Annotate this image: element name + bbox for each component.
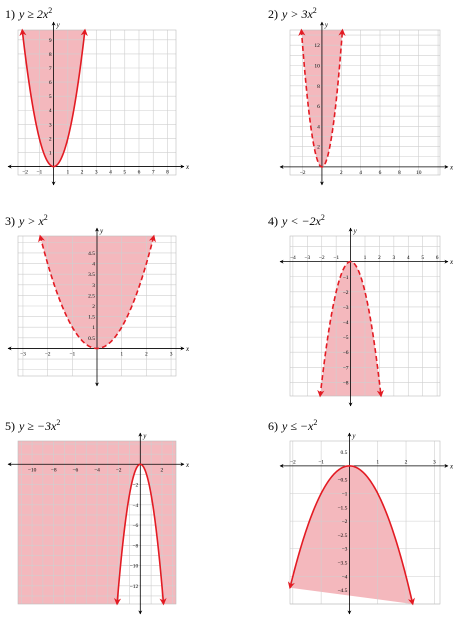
problem-2-number: 2): [268, 7, 278, 21]
y-tick-label: 0.5: [88, 335, 95, 342]
x-tick-label: 3: [432, 459, 436, 466]
graph-2: [280, 21, 454, 185]
x-axis-label: x: [186, 163, 190, 172]
x-tick-label: 4: [359, 169, 363, 176]
y-tick-label: −4: [132, 502, 139, 509]
y-tick-label: −2: [341, 519, 348, 526]
x-tick-label: 2: [404, 459, 408, 466]
problem-6-number: 6): [268, 419, 278, 433]
y-tick-label: 4.5: [88, 250, 95, 257]
x-tick-label: 6: [137, 169, 141, 176]
problem-4-inequality: $y < -2x^2$: [282, 213, 325, 228]
x-axis-label: x: [450, 258, 454, 267]
x-tick-label: 4: [109, 169, 112, 176]
y-tick-label: 1.5: [88, 314, 95, 321]
problem-4-number: 4): [268, 214, 278, 228]
y-tick-label: −8: [342, 380, 349, 387]
y-tick-label: 8: [317, 83, 320, 90]
y-tick-label: 2: [48, 136, 52, 143]
y-axis-label: y: [100, 227, 104, 235]
y-axis-label: y: [324, 21, 329, 29]
y-tick-label: 12: [314, 43, 320, 50]
graph-6: [280, 432, 454, 614]
x-tick-label: 2: [80, 169, 84, 176]
problem-1-inequality: $y \ge 2x^2$: [19, 6, 53, 21]
x-axis-label: x: [450, 163, 454, 172]
y-tick-label: 6: [317, 104, 320, 111]
x-tick-label: 2: [378, 255, 381, 262]
x-axis-label: x: [186, 460, 190, 469]
graph-5: [8, 432, 190, 614]
y-tick-label: −8: [132, 543, 139, 550]
y-tick-label: 2: [92, 304, 95, 310]
y-tick-label: 3.5: [88, 272, 95, 279]
x-tick-label: −3: [304, 255, 311, 262]
x-tick-label: 3: [392, 255, 396, 262]
x-axis-label: x: [186, 344, 190, 353]
y-tick-label: 7: [48, 66, 52, 73]
x-tick-label: −10: [27, 467, 37, 474]
y-tick-label: 3: [48, 122, 52, 129]
y-tick-label: −4: [341, 574, 348, 581]
y-tick-label: −12: [129, 583, 139, 590]
y-tick-label: 1: [92, 325, 95, 332]
x-tick-label: −1: [36, 169, 43, 176]
x-tick-label: −3: [20, 351, 26, 358]
y-tick-label: 1: [48, 150, 52, 157]
x-tick-label: 8: [397, 169, 401, 176]
x-tick-label: 1: [120, 351, 124, 358]
y-tick-label: −1: [341, 491, 348, 498]
y-tick-label: −1.5: [337, 505, 348, 512]
problem-2-inequality: $y > 3x^2$: [282, 6, 317, 21]
y-tick-label: 4: [92, 261, 95, 268]
y-tick-label: −5: [342, 335, 349, 342]
y-tick-label: −0.5: [337, 477, 348, 484]
y-tick-label: 8: [48, 51, 52, 58]
x-tick-label: −2: [318, 255, 325, 262]
x-tick-label: 8: [166, 169, 169, 176]
x-tick-label: −8: [50, 467, 57, 474]
x-tick-label: 1: [376, 459, 380, 466]
x-tick-label: 2: [160, 467, 164, 474]
y-tick-label: −4: [342, 320, 349, 327]
x-tick-label: 10: [415, 169, 422, 176]
y-tick-label: 2.5: [88, 293, 95, 300]
y-tick-label: −2: [342, 289, 349, 296]
y-tick-label: 5: [48, 94, 52, 101]
x-tick-label: −1: [318, 459, 325, 466]
x-tick-label: 1: [66, 169, 70, 176]
x-tick-label: 4: [406, 255, 410, 262]
x-tick-label: 5: [421, 255, 425, 262]
x-tick-label: −6: [72, 467, 79, 474]
x-tick-label: −2: [22, 169, 29, 176]
x-tick-label: 3: [169, 351, 173, 358]
x-tick-label: 6: [378, 169, 382, 176]
y-tick-label: 10: [314, 63, 320, 70]
problem-5-number: 5): [5, 419, 15, 433]
problem-3-inequality: $y > x^2$: [19, 213, 48, 228]
x-tick-label: 2: [339, 169, 343, 176]
graph-3: [8, 227, 190, 386]
x-tick-label: 2: [145, 351, 148, 358]
y-tick-label: 2: [317, 144, 320, 151]
y-tick-label: −3: [341, 546, 348, 553]
y-axis-label: y: [143, 432, 147, 440]
y-tick-label: 4: [48, 108, 52, 115]
y-axis-label: y: [353, 227, 357, 235]
x-tick-label: 6: [435, 255, 439, 262]
y-tick-label: −2: [132, 482, 139, 489]
x-tick-label: −2: [299, 169, 306, 176]
x-tick-label: −1: [333, 255, 340, 262]
x-axis-label: x: [450, 462, 454, 471]
x-tick-label: 7: [151, 169, 155, 176]
y-tick-label: −4.5: [337, 588, 348, 595]
y-tick-label: 0.5: [340, 450, 348, 457]
y-tick-label: −3: [342, 304, 349, 311]
x-tick-label: 1: [363, 255, 367, 262]
problem-1-number: 1): [5, 7, 15, 21]
y-axis-label: y: [352, 432, 356, 440]
x-tick-label: −4: [94, 467, 100, 474]
x-tick-label: 5: [123, 169, 127, 176]
x-tick-label: −4: [289, 255, 296, 262]
problem-3-number: 3): [5, 214, 15, 228]
problem-5-inequality: $y \ge -3x^2$: [19, 418, 61, 433]
graph-4: [280, 227, 454, 406]
x-tick-label: −1: [69, 351, 76, 358]
y-tick-label: −1: [342, 274, 349, 281]
y-tick-label: 3: [92, 282, 95, 289]
problem-6-inequality: $y \le -x^2$: [282, 418, 318, 433]
y-tick-label: −6: [342, 350, 349, 357]
x-tick-label: −2: [289, 459, 296, 466]
y-tick-label: −7: [342, 365, 349, 372]
y-tick-label: 4: [317, 124, 320, 131]
x-tick-label: −2: [115, 467, 122, 474]
y-tick-label: −3.5: [337, 560, 348, 567]
y-tick-label: 9: [48, 37, 52, 44]
y-tick-label: −6: [132, 523, 139, 530]
y-tick-label: 6: [48, 80, 52, 87]
graph-1: [8, 21, 190, 185]
y-tick-label: −2.5: [337, 532, 348, 539]
y-axis-label: y: [56, 21, 60, 29]
x-tick-label: −2: [44, 351, 51, 358]
x-tick-label: 3: [94, 169, 98, 176]
y-tick-label: −10: [129, 563, 139, 570]
